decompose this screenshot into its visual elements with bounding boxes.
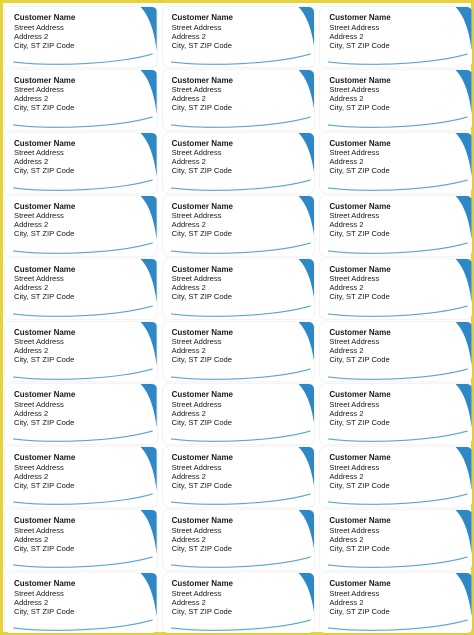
customer-name: Customer Name: [14, 264, 76, 274]
customer-name: Customer Name: [171, 13, 234, 22]
address-label[interactable]: [320, 447, 472, 507]
label-text-block: [14, 516, 75, 553]
address-line-2: Address 2: [14, 346, 49, 355]
address-line-2: Address 2: [329, 346, 364, 355]
address-label[interactable]: [163, 573, 315, 633]
street-address: Street Address: [14, 211, 64, 221]
customer-name: Customer Name: [329, 138, 391, 148]
label-text-block: [14, 328, 75, 365]
address-label[interactable]: [163, 384, 315, 444]
customer-name: Customer Name: [171, 516, 234, 526]
street-address: Street Address: [14, 22, 64, 32]
address-line-2: Address 2: [171, 283, 206, 293]
address-line-2: Address 2: [14, 534, 49, 544]
label-text-block: [172, 390, 233, 427]
city-state-zip: City, ST ZIP Code: [171, 355, 233, 364]
address-line-2: Address 2: [14, 157, 49, 167]
city-state-zip: City, ST ZIP Code: [171, 103, 233, 113]
customer-name: Customer Name: [329, 579, 391, 589]
address-label[interactable]: [163, 70, 315, 130]
street-address: Street Address: [14, 399, 64, 409]
address-label[interactable]: [320, 259, 472, 319]
address-label[interactable]: [320, 70, 472, 130]
city-state-zip: City, ST ZIP Code: [329, 606, 390, 616]
address-line-2: Address 2: [14, 408, 49, 418]
label-text-block: [172, 139, 233, 176]
address-line-2: Address 2: [329, 471, 364, 481]
city-state-zip: City, ST ZIP Code: [14, 166, 75, 176]
customer-name: Customer Name: [171, 390, 234, 400]
street-address: Street Address: [14, 274, 64, 284]
address-label[interactable]: [163, 322, 315, 382]
address-line-2: Address 2: [329, 157, 364, 167]
address-line-2: Address 2: [14, 94, 49, 104]
city-state-zip: City, ST ZIP Code: [14, 40, 75, 50]
customer-name: Customer Name: [14, 75, 76, 85]
label-text-block: [14, 139, 75, 176]
customer-name: Customer Name: [329, 327, 391, 337]
address-line-2: Address 2: [171, 597, 206, 607]
customer-name: Customer Name: [171, 264, 234, 274]
address-label[interactable]: [5, 510, 157, 570]
address-label[interactable]: [320, 384, 472, 444]
street-address: Street Address: [14, 148, 64, 158]
city-state-zip: City, ST ZIP Code: [14, 103, 75, 113]
address-label[interactable]: [5, 447, 157, 507]
address-label[interactable]: [163, 7, 315, 67]
label-text-block: [14, 76, 75, 113]
customer-name: Customer Name: [14, 138, 76, 148]
label-text-block: [329, 516, 390, 553]
address-line-2: Address 2: [329, 220, 364, 230]
label-text-block: [172, 328, 233, 365]
address-label[interactable]: [320, 133, 472, 193]
address-label[interactable]: [5, 70, 157, 130]
city-state-zip: City, ST ZIP Code: [329, 40, 390, 50]
customer-name: Customer Name: [171, 138, 234, 148]
city-state-zip: City, ST ZIP Code: [14, 417, 75, 427]
street-address: Street Address: [171, 462, 222, 472]
street-address: Street Address: [329, 148, 380, 158]
street-address: Street Address: [171, 85, 222, 95]
city-state-zip: City, ST ZIP Code: [14, 480, 75, 490]
city-state-zip: City, ST ZIP Code: [329, 543, 390, 553]
street-address: Street Address: [171, 337, 222, 346]
street-address: Street Address: [14, 85, 64, 95]
city-state-zip: City, ST ZIP Code: [14, 292, 75, 302]
city-state-zip: City, ST ZIP Code: [329, 480, 390, 490]
street-address: Street Address: [329, 588, 380, 598]
address-line-2: Address 2: [171, 534, 206, 544]
address-label[interactable]: [163, 259, 315, 319]
city-state-zip: City, ST ZIP Code: [329, 355, 390, 364]
address-label[interactable]: [5, 259, 157, 319]
address-label[interactable]: [320, 573, 472, 633]
address-line-2: Address 2: [14, 283, 49, 293]
street-address: Street Address: [171, 148, 222, 158]
customer-name: Customer Name: [329, 13, 391, 22]
city-state-zip: City, ST ZIP Code: [171, 606, 233, 616]
address-line-2: Address 2: [329, 597, 364, 607]
address-label[interactable]: [163, 196, 315, 256]
label-text-block: [329, 13, 390, 50]
customer-name: Customer Name: [171, 579, 234, 589]
city-state-zip: City, ST ZIP Code: [329, 417, 390, 427]
city-state-zip: City, ST ZIP Code: [329, 229, 390, 239]
street-address: Street Address: [14, 462, 64, 472]
label-text-block: [14, 265, 75, 302]
street-address: Street Address: [14, 525, 64, 535]
address-line-2: Address 2: [329, 31, 364, 41]
customer-name: Customer Name: [329, 516, 391, 526]
address-line-2: Address 2: [171, 220, 206, 230]
address-label[interactable]: [163, 133, 315, 193]
address-line-2: Address 2: [329, 94, 364, 104]
label-text-block: [329, 328, 390, 365]
city-state-zip: City, ST ZIP Code: [171, 543, 233, 553]
label-text-block: [329, 390, 390, 427]
label-text-block: [172, 265, 233, 302]
label-text-block: [172, 516, 233, 553]
label-grid: [5, 7, 472, 633]
label-text-block: [329, 139, 390, 176]
label-text-block: [14, 202, 75, 239]
city-state-zip: City, ST ZIP Code: [329, 166, 390, 176]
address-line-2: Address 2: [171, 31, 206, 41]
label-text-block: [14, 390, 75, 427]
customer-name: Customer Name: [171, 75, 234, 85]
address-label[interactable]: [320, 322, 472, 382]
address-label[interactable]: [5, 133, 157, 193]
street-address: Street Address: [14, 588, 64, 598]
city-state-zip: City, ST ZIP Code: [171, 166, 233, 176]
address-line-2: Address 2: [14, 220, 49, 230]
label-text-block: [329, 579, 390, 616]
city-state-zip: City, ST ZIP Code: [329, 103, 390, 113]
address-label[interactable]: [320, 510, 472, 570]
label-text-block: [172, 579, 233, 616]
address-line-2: Address 2: [171, 408, 206, 418]
address-label[interactable]: [5, 196, 157, 256]
city-state-zip: City, ST ZIP Code: [171, 292, 233, 302]
street-address: Street Address: [171, 22, 222, 32]
city-state-zip: City, ST ZIP Code: [14, 606, 75, 616]
city-state-zip: City, ST ZIP Code: [171, 229, 233, 239]
label-text-block: [172, 202, 233, 239]
street-address: Street Address: [329, 337, 380, 346]
address-label[interactable]: [5, 384, 157, 444]
street-address: Street Address: [329, 85, 380, 95]
city-state-zip: City, ST ZIP Code: [14, 543, 75, 553]
customer-name: Customer Name: [329, 264, 391, 274]
street-address: Street Address: [329, 462, 380, 472]
street-address: Street Address: [329, 274, 380, 284]
customer-name: Customer Name: [14, 13, 76, 22]
customer-name: Customer Name: [14, 327, 76, 337]
customer-name: Customer Name: [171, 453, 234, 463]
city-state-zip: City, ST ZIP Code: [329, 292, 390, 302]
customer-name: Customer Name: [171, 327, 234, 337]
street-address: Street Address: [171, 274, 222, 284]
street-address: Street Address: [171, 399, 222, 409]
address-line-2: Address 2: [329, 283, 364, 293]
label-text-block: [329, 76, 390, 113]
address-line-2: Address 2: [14, 597, 49, 607]
city-state-zip: City, ST ZIP Code: [171, 40, 233, 50]
label-text-block: [329, 265, 390, 302]
customer-name: Customer Name: [329, 75, 391, 85]
label-text-block: [14, 13, 75, 50]
address-label[interactable]: [320, 196, 472, 256]
city-state-zip: City, ST ZIP Code: [171, 417, 233, 427]
address-line-2: Address 2: [329, 408, 364, 418]
street-address: Street Address: [171, 525, 222, 535]
customer-name: Customer Name: [329, 453, 391, 463]
customer-name: Customer Name: [14, 453, 76, 463]
address-line-2: Address 2: [171, 94, 206, 104]
city-state-zip: City, ST ZIP Code: [171, 480, 233, 490]
address-line-2: Address 2: [171, 346, 206, 355]
customer-name: Customer Name: [14, 201, 76, 211]
address-label[interactable]: [5, 573, 157, 633]
address-label[interactable]: [5, 7, 157, 67]
street-address: Street Address: [329, 525, 380, 535]
city-state-zip: City, ST ZIP Code: [14, 355, 75, 364]
customer-name: Customer Name: [171, 201, 234, 211]
street-address: Street Address: [329, 22, 380, 32]
label-text-block: [329, 453, 390, 490]
address-label[interactable]: [163, 510, 315, 570]
customer-name: Customer Name: [14, 390, 76, 400]
label-text-block: [172, 13, 233, 50]
address-line-2: Address 2: [14, 31, 49, 41]
address-line-2: Address 2: [14, 471, 49, 481]
street-address: Street Address: [14, 337, 64, 346]
label-text-block: [14, 453, 75, 490]
customer-name: Customer Name: [329, 201, 391, 211]
street-address: Street Address: [171, 211, 222, 221]
street-address: Street Address: [329, 399, 380, 409]
customer-name: Customer Name: [329, 390, 391, 400]
label-text-block: [172, 453, 233, 490]
customer-name: Customer Name: [14, 516, 76, 526]
label-text-block: [14, 579, 75, 616]
street-address: Street Address: [171, 588, 222, 598]
address-line-2: Address 2: [329, 534, 364, 544]
address-label[interactable]: [5, 322, 157, 382]
address-label[interactable]: [320, 7, 472, 67]
label-text-block: [172, 76, 233, 113]
address-line-2: Address 2: [171, 157, 206, 167]
street-address: Street Address: [329, 211, 380, 221]
city-state-zip: City, ST ZIP Code: [14, 229, 75, 239]
address-label[interactable]: [163, 447, 315, 507]
label-text-block: [329, 202, 390, 239]
customer-name: Customer Name: [14, 579, 76, 589]
address-line-2: Address 2: [171, 471, 206, 481]
